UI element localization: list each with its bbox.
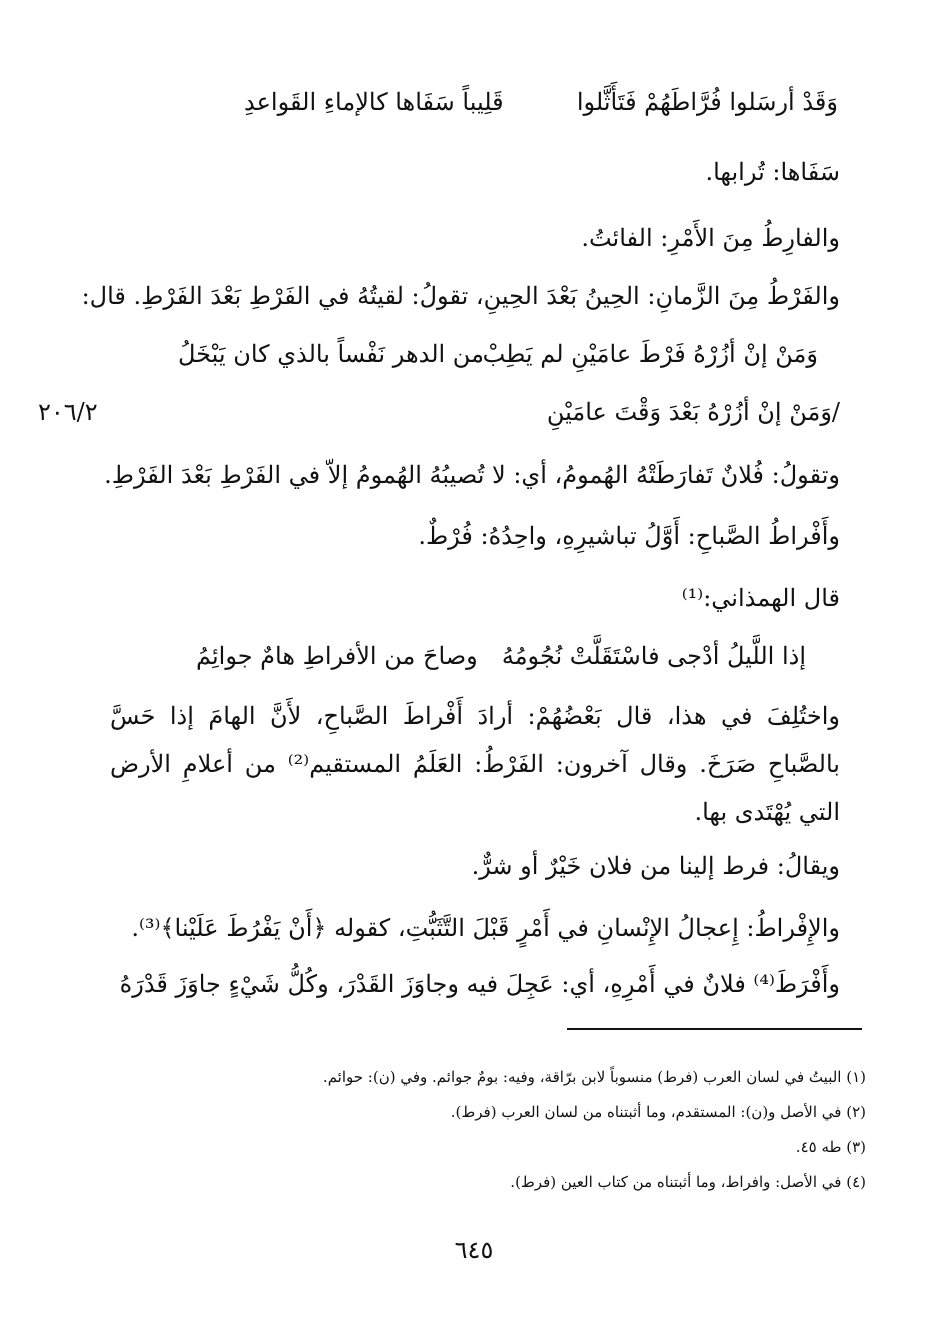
verse-1-first-hemistich: وَقَدْ أرسَلوا فُرَّاطَهُمْ فَتَأَثَّلوا bbox=[576, 88, 838, 116]
footnote: (١) البيتُ في لسان العرب (فرط) منسوباً لابن برّاقة، وفيه: بومٌ جوائم. وفي (ن): حوائم. bbox=[322, 1068, 866, 1086]
text-line: وأَفْرَطَ⁽⁴⁾ فلانٌ في أَمْرِهِ، أي: عَجِلَ فيه وجاوَزَ القَدْرَ، وكُلُّ شَيْءٍ جاوَزَ قَدْرَهُ bbox=[119, 970, 840, 998]
text-line: قال الهمذاني:⁽¹⁾ bbox=[681, 584, 840, 612]
footnote: (٤) في الأصل: وافراط، وما أثبتناه من كتاب العين (فرط). bbox=[510, 1173, 866, 1191]
page-number: ٦٤٥ bbox=[454, 1236, 494, 1264]
text-line: والفَرْطُ مِنَ الزَّمانِ: الحِينُ بَعْدَ الحِينِ، تقولُ: لقيتُهُ في الفَرْطِ بَعْدَ الفَرْطِ. قال: bbox=[81, 282, 840, 310]
text-line: والفارِطُ مِنَ الأَمْرِ: الفائتُ. bbox=[581, 224, 840, 252]
verse-3-first-hemistich: إذا اللَّيلُ أدْجى فاسْتَقَلَّتْ نُجُومُهُ bbox=[501, 642, 806, 670]
text-line: سَفَاها: تُرابها. bbox=[705, 158, 840, 186]
text-line: ويقالُ: فرط إلينا من فلان خَيْرٌ أو شرٌّ. bbox=[471, 852, 840, 880]
text-line: وأَفْراطُ الصَّباحِ: أَوَّلُ تباشيرِهِ، واحِدُهُ: فُرْطٌ. bbox=[418, 522, 840, 550]
paragraph: واختُلِفَ في هذا، قال بَعْضُهُمْ: أرادَ أَفْراطَ الصَّباحِ، لأَنَّ الهامَ إذا حَسَّ بالصَّباحِ صَرَخَ. وقال آخرون: الفَرْطُ: العَلَمُ المستقيم⁽²⁾ من أعلامِ الأرض التي يُهْتَدى بها. bbox=[110, 702, 840, 826]
text-line: /وَمَنْ إنْ أزُرْهُ بَعْدَ وَقْتَ عامَيْنِ bbox=[546, 398, 840, 426]
verse-3-second-hemistich: وصاحَ من الأفراطِ هامٌ جوائِمُ bbox=[196, 642, 478, 670]
verse-2-second-hemistich: من الدهر نَفْساً بالذي كان يَبْخَلُ bbox=[178, 340, 484, 368]
verse-1-second-hemistich: قَلِيباً سَفَاها كالإماءِ القَواعدِ bbox=[244, 88, 504, 116]
footnote: (٣) طه ٤٥. bbox=[795, 1138, 866, 1156]
footnote-divider bbox=[567, 1028, 862, 1030]
footnote: (٢) في الأصل و(ن): المستقدم، وما أثبتناه من لسان العرب (فرط). bbox=[450, 1103, 866, 1121]
verse-2-first-hemistich: وَمَنْ إنْ أزُرْهُ فَرْطَ عامَيْنِ لم يَطِبْ bbox=[482, 340, 818, 368]
text-line: والإِفْراطُ: إِعجالُ الإِنْسانِ في أَمْرٍ قَبْلَ التَّثَبُّتِ، كقوله ﴿أَنْ يَفْرُطَ عَلَيْنا﴾⁽³⁾. bbox=[131, 914, 840, 942]
text-line: وتقولُ: فُلانٌ تَفارَطَتْهُ الهُمومُ، أي: لا تُصيبُهُ الهُمومُ إلاّ في الفَرْطِ بَعْدَ الفَرْطِ. bbox=[104, 461, 840, 489]
margin-reference: ٢٠٦/٢ bbox=[38, 398, 98, 426]
